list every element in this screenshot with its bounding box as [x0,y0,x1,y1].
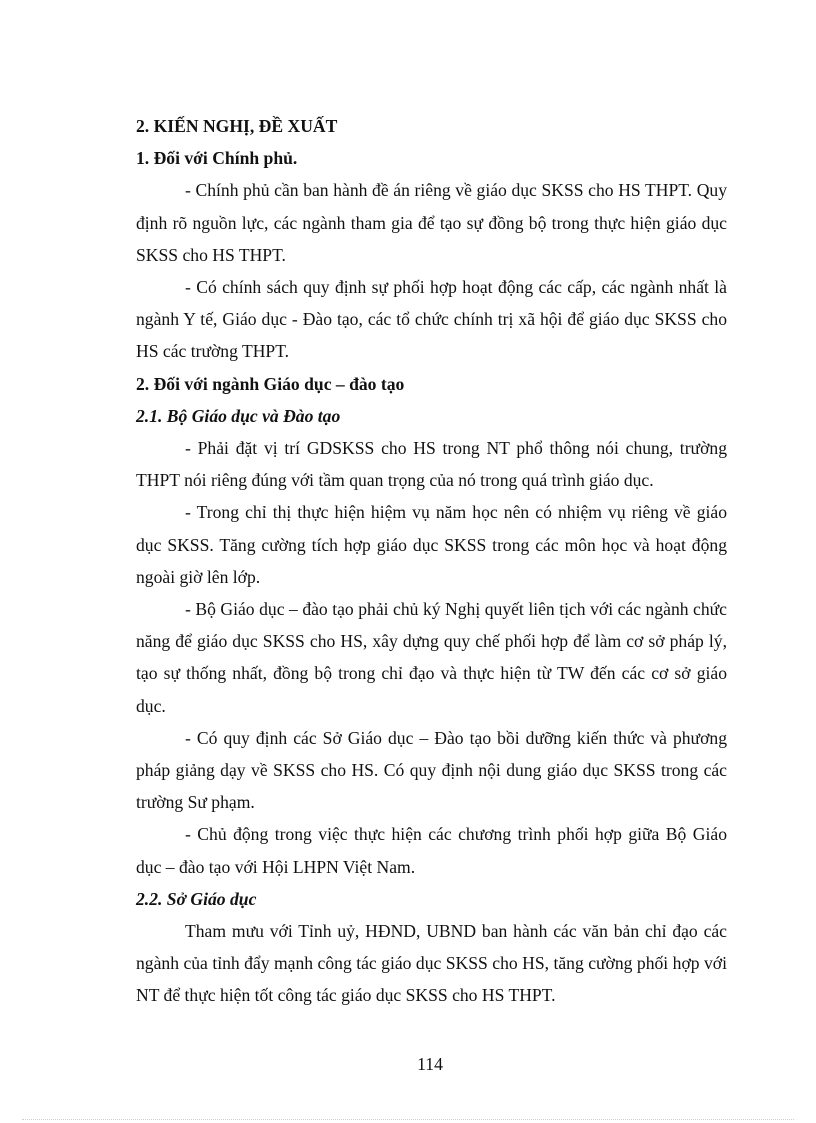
subsection-government-title: 1. Đối với Chính phủ. [136,148,298,169]
page-number: 114 [417,1054,443,1074]
subsection-education-title: 2. Đối với ngành Giáo dục – đào tạo [136,373,405,394]
document-page [136,110,727,1012]
section-title: 2. KIẾN NGHỊ, ĐỀ XUẤT [136,116,338,136]
page-bottom-divider [22,1119,794,1120]
paragraph: - Chính phủ cần ban hành đề án riêng về giáo dục SKSS cho HS THPT. Quy định rõ nguồn lực, các ngành tham gia để tạo sự đồng bộ trong thực hiện giáo dục SKSS cho HS THPT. [136,180,727,265]
subsection-ministry-title: 2.1. Bộ Giáo dục và Đào tạo [136,405,341,426]
paragraph: - Có chính sách quy định sự phối hợp hoạt động các cấp, các ngành nhất là ngành Y tế, Giáo dục - Đào tạo, các tổ chức chính trị xã hội để giáo dục SKSS cho HS các trường THPT. [136,277,727,362]
subsection-department-title: 2.2. Sở Giáo dục [136,888,257,909]
paragraph: - Phải đặt vị trí GDSKSS cho HS trong NT phổ thông nói chung, trường THPT nói riêng đúng với tầm quan trọng của nó trong quá trình giáo dục. [136,438,727,491]
paragraph: - Bộ Giáo dục – đào tạo phải chủ ký Nghị quyết liên tịch với các ngành chức năng để giáo dục SKSS cho HS, xây dựng quy chế phối hợp để làm cơ sở pháp lý, tạo sự thống nhất, đồng bộ trong chỉ đạo và thực hiện từ TW đến các cơ sở giáo dục. [136,599,727,716]
paragraph: - Có quy định các Sở Giáo dục – Đào tạo bồi dưỡng kiến thức và phương pháp giảng dạy về SKSS cho HS. Có quy định nội dung giáo dục SKSS trong các trường Sư phạm. [136,727,727,813]
paragraph: - Trong chỉ thị thực hiện hiệm vụ năm học nên có nhiệm vụ riêng về giáo dục SKSS. Tăng cường tích hợp giáo dục SKSS trong các môn học và hoạt động ngoài giờ lên lớp. [136,502,727,587]
paragraph: - Chủ động trong việc thực hiện các chương trình phối hợp giữa Bộ Giáo dục – đào tạo với Hội LHPN Việt Nam. [136,824,727,877]
paragraph: Tham mưu với Tỉnh uỷ, HĐND, UBND ban hành các văn bản chỉ đạo các ngành của tỉnh đẩy mạnh công tác giáo dục SKSS cho HS, tăng cường phối hợp với NT để thực hiện tốt công tác giáo dục SKSS cho HS THPT. [136,921,727,1006]
